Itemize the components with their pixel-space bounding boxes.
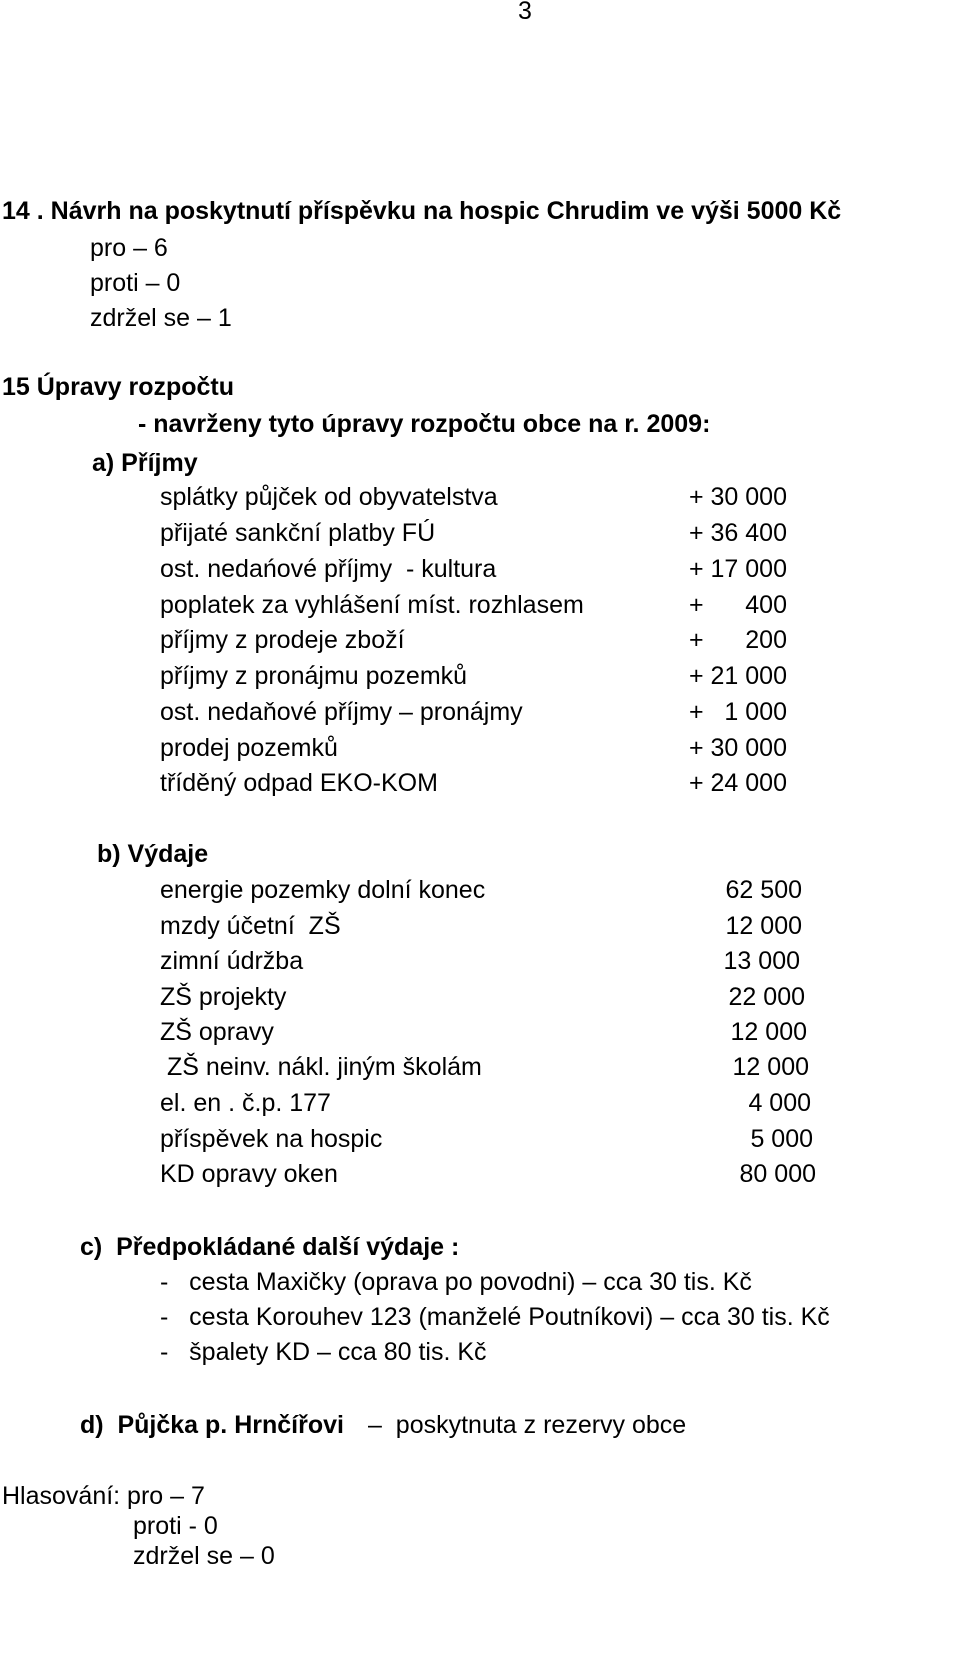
income-amount: + 1 000 <box>689 698 787 726</box>
income-amount: + 30 000 <box>688 734 787 762</box>
expense-label: KD opravy oken <box>160 1160 338 1188</box>
planned-item: - špalety KD – cca 80 tis. Kč <box>160 1338 487 1366</box>
expense-amount: 62 500 <box>725 876 802 904</box>
loan-text: – poskytnuta z rezervy obce <box>368 1411 687 1439</box>
income-amount: + 200 <box>689 626 787 654</box>
expense-label: příspěvek na hospic <box>160 1125 383 1153</box>
item14-title: 14 . Návrh na poskytnutí příspěvku na hospic Chrudim ve výši 5000 Kč <box>2 197 842 225</box>
income-label: prodej pozemků <box>160 734 338 762</box>
income-label: ost. nedaňové příjmy – pronájmy <box>160 698 523 726</box>
income-label: tříděný odpad EKO-KOM <box>160 769 438 797</box>
expense-label: ZŠ opravy <box>160 1018 274 1046</box>
loan-heading: d) Půjčka p. Hrnčířovi <box>80 1411 344 1439</box>
income-label: přijaté sankční platby FÚ <box>160 519 436 547</box>
income-amount: + 17 000 <box>688 555 787 583</box>
expense-label: energie pozemky dolní konec <box>160 876 486 904</box>
expense-amount: 13 000 <box>723 947 800 975</box>
item14-vote-abstain: zdržel se – 1 <box>90 304 232 332</box>
item15-title: 15 Úpravy rozpočtu <box>2 373 235 401</box>
income-label: příjmy z prodeje zboží <box>160 626 405 654</box>
expense-label: el. en . č.p. 177 <box>160 1089 331 1117</box>
income-amount: + 21 000 <box>688 662 787 690</box>
income-amount: + 400 <box>689 591 787 619</box>
income-label: ost. nedańové příjmy - kultura <box>160 555 497 583</box>
income-label: poplatek za vyhlášení míst. rozhlasem <box>160 591 584 619</box>
expense-amount: 12 000 <box>730 1018 807 1046</box>
expense-amount: 80 000 <box>739 1160 816 1188</box>
income-label: příjmy z pronájmu pozemků <box>160 662 468 690</box>
expense-label: mzdy účetní ZŠ <box>160 912 341 940</box>
page-number: 3 <box>518 0 532 25</box>
expense-label: ZŠ neinv. nákl. jiným školám <box>160 1053 482 1081</box>
voting-abstain: zdržel se – 0 <box>133 1542 275 1570</box>
expense-amount: 12 000 <box>732 1053 809 1081</box>
voting-against: proti - 0 <box>133 1512 218 1540</box>
expense-label: ZŠ projekty <box>160 983 287 1011</box>
item15-subtitle: - navrženy tyto úpravy rozpočtu obce na r. 2009: <box>138 410 711 438</box>
planned-item: - cesta Maxičky (oprava po povodni) – cca 30 tis. Kč <box>160 1268 752 1296</box>
income-label: splátky půjček od obyvatelstva <box>160 483 498 511</box>
income-amount: + 30 000 <box>688 483 787 511</box>
item14-vote-against: proti – 0 <box>90 269 181 297</box>
planned-heading: c) Předpokládané další výdaje : <box>80 1233 460 1261</box>
expense-amount: 5 000 <box>750 1125 813 1153</box>
expense-amount: 22 000 <box>728 983 805 1011</box>
expense-amount: 12 000 <box>725 912 802 940</box>
voting-for: Hlasování: pro – 7 <box>2 1482 205 1510</box>
expense-label: zimní údržba <box>160 947 304 975</box>
planned-item: - cesta Korouhev 123 (manželé Poutníkovi) – cca 30 tis. Kč <box>160 1303 830 1331</box>
item14-vote-for: pro – 6 <box>90 234 168 262</box>
expense-amount: 4 000 <box>748 1089 811 1117</box>
income-amount: + 24 000 <box>688 769 787 797</box>
income-heading: a) Příjmy <box>92 449 198 477</box>
expenses-heading: b) Výdaje <box>97 840 209 868</box>
income-amount: + 36 400 <box>688 519 787 547</box>
